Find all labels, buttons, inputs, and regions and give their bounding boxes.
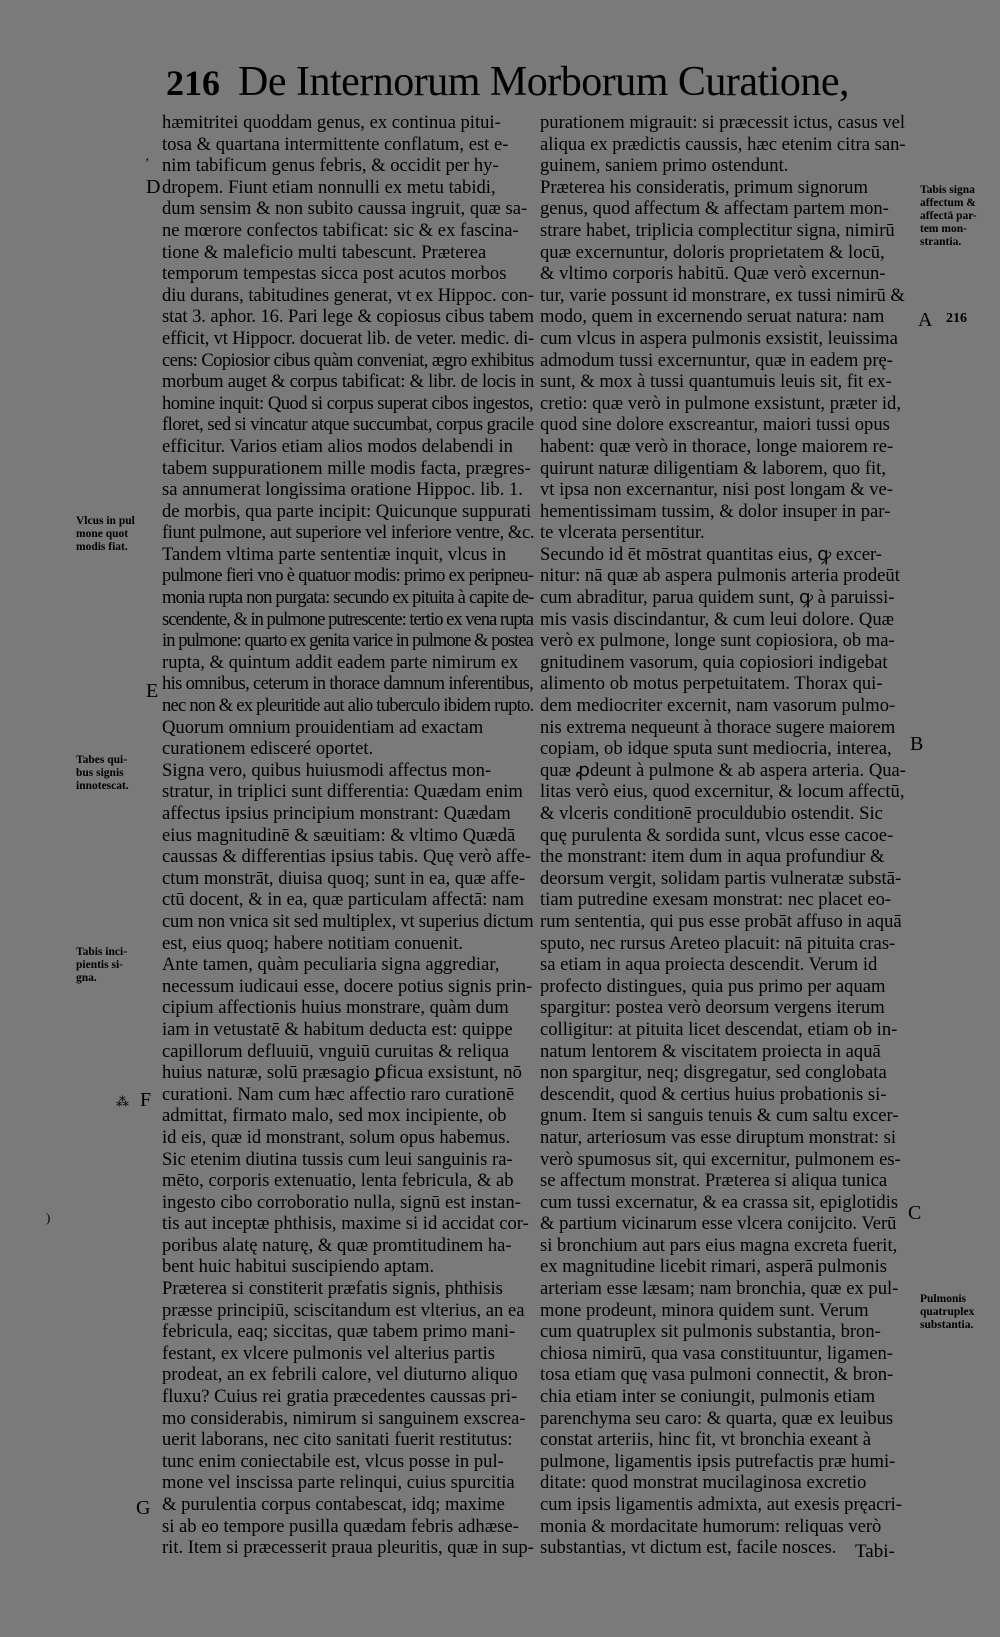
text-line: ingesto cibo corroboratio nulla, signū est instan-: [162, 1191, 521, 1213]
margin-note-line: substantia.: [920, 1319, 974, 1331]
text-line: Sic etenim diutina tussis cum leui sanguinis ra-: [162, 1148, 513, 1170]
text-line: Quorum omnium prouidentiam ad exactam: [162, 716, 484, 738]
text-line: & vltimo corporis habitū. Quæ verò excernun-: [540, 263, 886, 285]
text-line: curationi. Nam cum hæc affectio raro curationē: [162, 1083, 515, 1105]
text-line: fiunt pulmone, aut superiore vel inferiore ventre, &c.: [162, 522, 534, 544]
margin-note-line: bus signis: [76, 767, 124, 779]
margin-note-line: modis fiat.: [76, 541, 128, 553]
margin-note-tabis-incipientis: [76, 946, 158, 985]
text-line: tosa & quartana intermittente conflatum, est e-: [162, 133, 509, 155]
text-line: stat 3. aphor. 16. Pari lege & copiosus cibus tabem: [162, 306, 534, 328]
text-line: & partium vicinarum esse vlcera conijcito. Verū: [540, 1213, 897, 1235]
text-line: est, eius quoq; habere notitiam conuenit.: [162, 932, 464, 954]
text-line: spargitur: postea verò deorsum vergens iterum: [540, 997, 885, 1019]
margin-note-line: Tabis signa: [920, 184, 975, 196]
margin-note-line: Tabes qui-: [76, 754, 128, 766]
text-line: monia rupta non purgata: secundo ex pituita à capite de-: [162, 587, 534, 609]
text-line: capillorum defluuiū, vnguiū curuitas & reliqua: [162, 1040, 509, 1062]
text-line: cretio: quæ verò in pulmone exsistunt, præter id,: [540, 392, 901, 414]
text-line: parenchyma seu caro: & quarta, quæ ex leuibus: [540, 1407, 894, 1429]
text-line: rum sententia, qui pus esse probāt affuso in aquā: [540, 910, 902, 932]
text-line: de morbis, qua parte incipit: Quicunque suppurati: [162, 500, 532, 522]
text-line: tis aut inceptæ phthisis, maxime si id accidat cor-: [162, 1213, 529, 1235]
text-line: natum lentorem & viscitatem proiecta in aquā: [540, 1040, 881, 1062]
text-line: te vlcerata persentitur.: [540, 522, 705, 544]
text-line: & vlceris conditionē proculdubio ostendit. Sic: [540, 803, 883, 824]
right-text-column: [540, 112, 920, 1559]
text-line: habent: quæ verò in thorace, longe maiorem re-: [540, 435, 894, 457]
margin-note-line: quatruplex: [920, 1306, 975, 1318]
section-letter-c: C: [908, 1202, 922, 1224]
text-line: rupta, & quintum addit eadem parte nimirum ex: [162, 651, 519, 673]
text-line: admittat, firmato malo, sed mox incipiente, ob: [162, 1105, 507, 1127]
text-line: litas verò eius, quod excernitur, & locum affectū,: [540, 781, 905, 803]
folio-reference: 216: [946, 311, 967, 326]
text-line: Tandem vltima parte sententiæ inquit, vlcus in: [162, 543, 507, 565]
text-line: vt ipsa non excernantur, nisi post longam & ve-: [540, 479, 893, 501]
text-line: cipium affectionis huius monstrare, quàm dum: [162, 997, 509, 1019]
text-line: cens: Copiosior cibus quàm conveniat, ægro exhibitus: [162, 349, 534, 371]
text-line: eius magnitudinē & sæuitiam: & vltimo Quædā: [162, 824, 516, 846]
margin-note-line: gna.: [76, 972, 97, 984]
text-line: festant, ex vlcere pulmonis vel alterius partis: [162, 1342, 496, 1364]
text-line: tur, varie possunt id monstrare, ex tussi nimirū &: [540, 284, 905, 306]
margin-note-tabis-signa: [920, 184, 998, 249]
text-line: genus, quod affectum & affectam partem mon-: [540, 198, 889, 220]
text-line: profecto distingues, quia pus primo per aquam: [540, 975, 886, 997]
text-line: mone vel inscissa parte relinqui, cuius spurcitia: [162, 1472, 515, 1494]
text-line: nis extrema nequeunt à thorace sugere maiorem: [540, 716, 896, 738]
text-line: deorsum vergit, solidam partis vulneratæ substā-: [540, 867, 902, 889]
text-line: in pulmone: quarto ex genita varice in pulmone & postea: [162, 630, 533, 652]
text-line: the monstrant: item dum in aqua profundiur &: [540, 846, 885, 868]
text-line: gnitudinem vasorum, quia copiosiori indigebat: [540, 651, 888, 673]
text-line: Præterea his consideratis, primum signorum: [540, 176, 868, 198]
text-line: & purulentia corpus contabescat, idq; maxime: [162, 1494, 505, 1515]
text-line: his omnibus, ceterum in thorace damnum inferentibus,: [162, 673, 534, 695]
text-line: aliqua ex prædictis caussis, hæc etenim citra san-: [540, 133, 906, 155]
text-line: cum ipsis ligamentis admixta, aut exesis pręacri-: [540, 1494, 902, 1515]
text-line: copiam, ob idque sputa sunt mediocria, interea,: [540, 738, 892, 760]
apostrophe-mark: ’: [145, 155, 150, 170]
text-line: stratur, in triplici sunt differentia: Quædam enim: [162, 781, 523, 803]
section-letter-b: B: [910, 733, 924, 755]
text-line: nec non & ex pleuritide aut alio tuberculo ibidem rupto.: [162, 695, 534, 717]
margin-note-line: affectā par-: [920, 210, 977, 222]
text-line: sputo, nec rursus Areteo placuit: nā pituita cras-: [540, 932, 896, 954]
text-line: sa etiam in aqua proiecta descendit. Verum id: [540, 954, 878, 976]
text-line: verò spumosus sit, qui excernitur, pulmonem es-: [540, 1148, 901, 1170]
text-line: monia & mordacitate humorum: reliquas verò: [540, 1515, 882, 1537]
section-letter-e: E: [146, 680, 159, 702]
text-line: efficitur. Varios etiam alios modos delabendi in: [162, 435, 513, 457]
text-line: dem mediocriter excernit, nam vasorum pulmo-: [540, 695, 896, 717]
text-line: huius naturæ, solū præsagio ꝑficua exsistunt, nō: [162, 1062, 522, 1084]
margin-note-line: tem mon-: [920, 223, 967, 235]
text-line: morbum auget & corpus tabificat: & libr. de locis in: [162, 371, 534, 393]
running-title: De Internorum Morborum Curatione,: [238, 59, 850, 105]
text-line: nim tabificum genus febris, & occidit per hy-: [162, 155, 499, 177]
text-line: ditate: quod monstrat mucilaginosa excretio: [540, 1472, 867, 1494]
text-line: caussas & differentias ipsius tabis. Quę verò affe-: [162, 846, 532, 868]
margin-note-line: Pulmonis: [920, 1293, 967, 1305]
text-line: hementissimam tussim, & dolor insuper in par-: [540, 500, 891, 522]
text-line: strare habet, triplicia complectitur signa, nimirū: [540, 219, 895, 241]
page-number: 216: [166, 63, 220, 103]
text-line: efficit, vt Hippocr. docuerat lib. de veter. medic. di-: [162, 327, 534, 349]
text-line: admodum tussi excernuntur, quæ in eadem prę-: [540, 349, 893, 371]
text-line: cum quatruplex sit pulmonis substantia, bron-: [540, 1321, 881, 1343]
asterism-mark: ⁂: [116, 1094, 129, 1109]
text-line: fluxu? Cuius rei gratia præcedentes caussas pri-: [162, 1386, 518, 1408]
text-line: chiosa nimirū, qua vasa constituuntur, ligamen-: [540, 1342, 893, 1364]
margin-note-vlcus: [76, 515, 158, 554]
text-line: quę purulenta & sordida sunt, vlcus esse cacoe-: [540, 824, 894, 846]
text-line: febricula, eaq; siccitas, quæ tabem primo mani-: [162, 1321, 516, 1343]
section-letter-a: A: [918, 309, 933, 331]
margin-note-line: strantia.: [920, 236, 962, 248]
text-line: floret, sed si vincatur atque succumbat, corpus gracile: [162, 414, 534, 436]
text-line: homine inquit: Quod si corpus superat cibos ingestos,: [162, 392, 534, 414]
text-line: ctum monstrāt, diuisa quoq; sunt in ea, quæ affe-: [162, 867, 526, 889]
section-letter-d: D: [146, 176, 161, 198]
left-text-column: [162, 112, 534, 1559]
text-line: gnum. Item si sanguis tenuis & cum saltu excer-: [540, 1105, 899, 1127]
margin-note-line: pientis si-: [76, 959, 123, 971]
text-line: purationem migrauit: si præcessit ictus, casus vel: [540, 112, 906, 133]
text-line: scendente, & in pulmone putrescente: tertio ex vena rupta: [162, 608, 534, 630]
text-line: tosa etiam quę vasa pulmoni connectit, & bron-: [540, 1364, 894, 1386]
text-line: sunt, & mox à tussi quantumuis leuis sit, fit ex-: [540, 371, 892, 393]
text-line: præsse principiū, sciscitandum est vlterius, an ea: [162, 1299, 525, 1321]
text-line: Præterea si constiterit præfatis signis, phthisis: [162, 1278, 503, 1300]
text-line: colligitur: at pituita licet descendat, etiam ob in-: [540, 1018, 898, 1040]
page-header: [166, 58, 849, 108]
text-line: guinem, saniem primo ostendunt.: [540, 155, 789, 177]
text-line: mēto, corporis extenuatio, lenta febricula, & ab: [162, 1170, 514, 1192]
text-line: quirunt naturæ diligentiam & laborem, quo fit,: [540, 457, 886, 479]
text-line: descendit, quod & certius huius probationis si-: [540, 1083, 887, 1105]
text-line: ctū docent, & in ea, quæ particulam affectā: nam: [162, 889, 525, 911]
margin-note-line: innotescat.: [76, 780, 129, 792]
text-line: tiam putredine exesam monstrat: nec placet eo-: [540, 889, 892, 911]
text-line: tabem suppurationem mille modis facta, prægres-: [162, 457, 531, 479]
text-line: quod sine dolore exscreantur, maiori tussi opus: [540, 414, 890, 436]
text-line: substantias, vt dictum est, facile nosces.: [540, 1537, 837, 1559]
text-line: si ab eo tempore pusilla quædam febris adhæse-: [162, 1515, 519, 1537]
text-line: sa annumerat longissima oratione Hippoc. lib. 1.: [162, 479, 523, 501]
text-line: cum non vnica sit sed multiplex, vt superius dictum: [162, 910, 534, 932]
text-line: Secundo id ēt mōstrat quantitas eius, ꝙ excer-: [540, 543, 882, 565]
text-line: se affectum monstrat. Præterea si aliqua tunica: [540, 1170, 888, 1192]
text-line: cum tussi excernatur, & ea crassa sit, epiglotidis: [540, 1191, 899, 1213]
text-line: bent huic habitui suscipiendo aptam.: [162, 1256, 435, 1278]
text-line: diu durans, tabitudines generat, vt ex Hippoc. con-: [162, 284, 534, 306]
margin-note-line: Vlcus in pul: [76, 515, 135, 527]
text-line: mone prodeunt, minora quidem sunt. Verum: [540, 1299, 869, 1321]
text-line: alimento ob motus perpetuitatem. Thorax qui-: [540, 673, 883, 695]
text-line: modo, quem in excernendo seruat natura: nam: [540, 306, 885, 328]
text-line: constat arteriis, hinc fit, vt bronchia exeant à: [540, 1429, 871, 1451]
text-line: id eis, quæ id monstrant, solum opus habemus.: [162, 1126, 511, 1148]
text-line: prodeat, an ex febrili calore, vel diuturno aliquo: [162, 1364, 518, 1386]
text-line: cum abraditur, parua quidem sunt, ꝙ à paruissi-: [540, 587, 895, 609]
catchword: Tabi-: [855, 1541, 895, 1562]
text-line: dropem. Fiunt etiam nonnulli ex metu tabidi,: [162, 176, 496, 198]
text-line: Ante tamen, quàm peculiaria signa aggrediar,: [162, 954, 500, 976]
text-line: tunc enim coniectabile est, vlcus posse in pul-: [162, 1450, 504, 1472]
text-line: uerit laborans, nec cito sanitati fuerit restitutus:: [162, 1429, 513, 1451]
text-line: pulmone fieri vno è quatuor modis: primo ex peripneu-: [162, 565, 534, 587]
margin-note-line: Tabis inci-: [76, 946, 128, 958]
margin-note-tabes-signis: [76, 754, 158, 793]
text-line: hæmitritei quoddam genus, ex continua pitui-: [162, 112, 501, 133]
text-line: nitur: nā quæ ab aspera pulmonis arteria prodeūt: [540, 565, 900, 587]
text-line: cum vlcus in aspera pulmonis exsistit, leuissima: [540, 327, 898, 349]
text-line: tione & maleficio multi tabescunt. Præterea: [162, 241, 487, 263]
text-line: affectus ipsius principium monstrant: Quædam: [162, 803, 511, 824]
text-line: Signa vero, quibus huiusmodi affectus mon-: [162, 759, 492, 781]
text-line: ne mœrore confectos tabificat: sic & ex fascina-: [162, 219, 519, 241]
text-line: iam in vetustatē & habitum deducta est: quippe: [162, 1018, 513, 1040]
text-line: pulmone, ligamentis ipsis putrefactis præ humi-: [540, 1450, 896, 1472]
text-line: mis vasis discindantur, & cum leui dolore. Quæ: [540, 608, 895, 630]
text-line: quæ ꝓdeunt à pulmone & ab aspera arteria. Qua-: [540, 759, 907, 781]
paren-mark: ): [46, 1210, 51, 1225]
text-line: rit. Item si præcesserit praua pleuritis, quæ in sup-: [162, 1537, 534, 1559]
text-line: chia etiam inter se coniungit, pulmonis etiam: [540, 1386, 876, 1408]
text-line: curationem edisceré oportet.: [162, 738, 374, 760]
text-line: temporum tempestas sicca post acutos morbos: [162, 263, 507, 285]
text-line: poribus alatę naturę, & quæ promtitudinem ha-: [162, 1234, 512, 1256]
text-line: necessum iudicaui esse, docere potius signis prin-: [162, 975, 533, 997]
text-line: arteriam esse læsam; nam bronchia, quæ ex pul-: [540, 1278, 899, 1300]
text-line: natur, arteriosum vas esse diruptum monstrat: si: [540, 1126, 897, 1148]
text-line: non spargitur, neq; disgregatur, sed conglobata: [540, 1062, 887, 1084]
text-line: ex magnitudine licebit rimari, asperā pulmonis: [540, 1256, 887, 1278]
text-line: dum sensim & non subito caussa ingruit, quæ sa-: [162, 198, 528, 220]
text-line: si bronchium aut pars eius magna excreta fuerit,: [540, 1234, 898, 1256]
section-letter-f: F: [140, 1089, 152, 1111]
section-letter-g: G: [136, 1497, 151, 1519]
text-line: verò ex pulmone, longe sunt copiosiora, ob ma-: [540, 630, 895, 652]
text-line: quæ excernuntur, doloris proprietatem & locū,: [540, 241, 885, 263]
text-line: mo considerabis, nimirum si sanguinem exscrea-: [162, 1407, 526, 1429]
margin-note-pulmonis: [920, 1293, 998, 1332]
margin-note-line: mone quot: [76, 528, 129, 540]
margin-note-line: affectum &: [920, 197, 976, 209]
